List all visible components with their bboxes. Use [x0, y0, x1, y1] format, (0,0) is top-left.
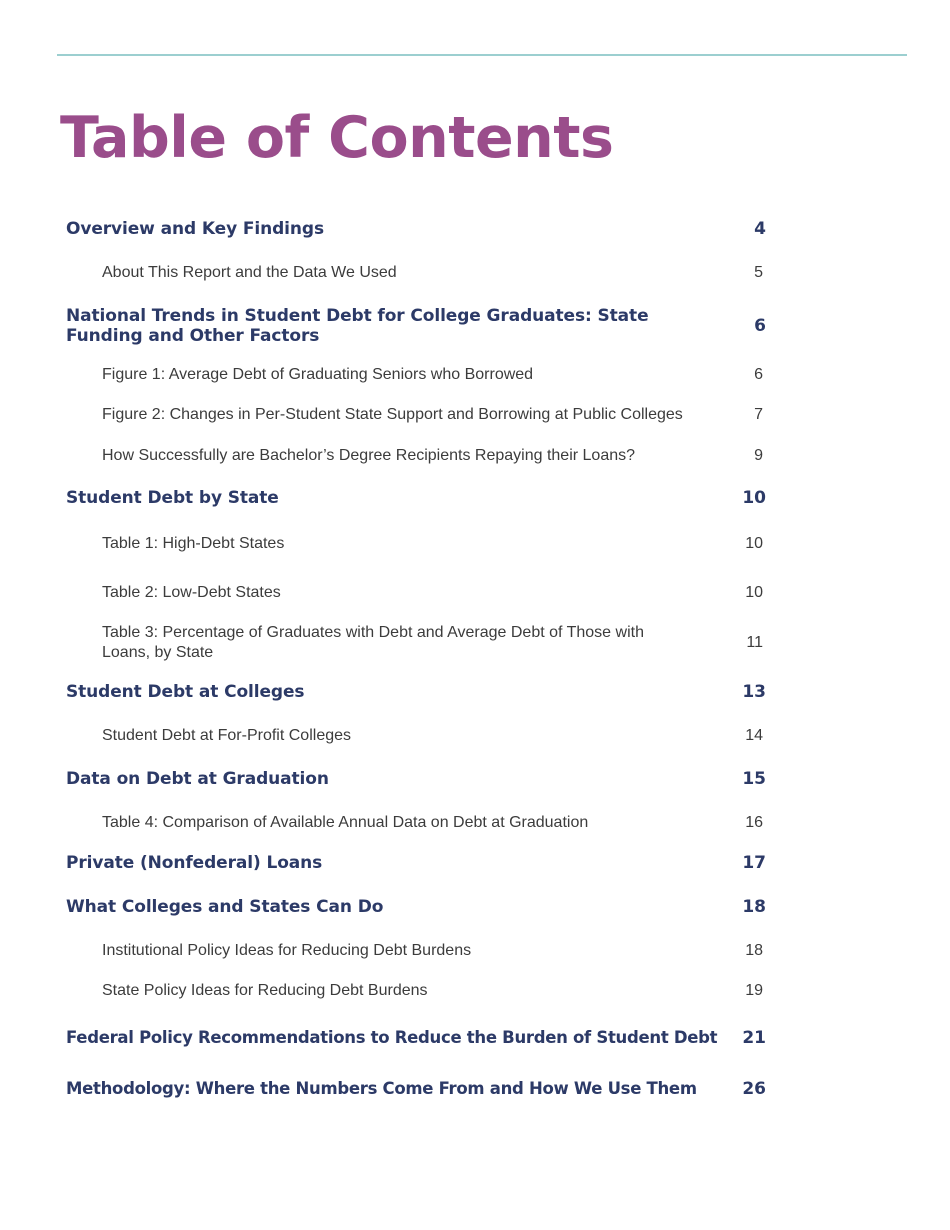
toc-entry-title: Private (Nonfederal) Loans — [66, 853, 323, 873]
toc-entry-title: Data on Debt at Graduation — [66, 769, 329, 789]
toc-subentry-page: 19 — [745, 982, 763, 999]
toc-entry-title: National Trends in Student Debt for College Graduates: State Funding and Other Factors — [66, 306, 649, 346]
toc-subentry-page: 6 — [754, 366, 763, 383]
page-title: Table of Contents — [60, 105, 614, 171]
toc-subentry-title: Figure 1: Average Debt of Graduating Seniors who Borrowed — [102, 366, 534, 383]
toc-entry[interactable] — [66, 1079, 766, 1099]
toc-entry-page: 18 — [742, 897, 766, 917]
top-rule — [57, 54, 907, 56]
toc-entry-page: 17 — [742, 853, 766, 873]
toc-entry[interactable] — [66, 769, 766, 789]
toc-subentry-title: Figure 2: Changes in Per-Student State Support and Borrowing at Public Colleges — [102, 406, 683, 423]
toc-subentry-title: Student Debt at For-Profit Colleges — [102, 727, 352, 744]
toc-subentry[interactable] — [66, 263, 766, 283]
toc-entry-page: 15 — [742, 769, 766, 789]
toc-subentry-title: State Policy Ideas for Reducing Debt Burdens — [102, 982, 428, 999]
toc-subentry[interactable] — [66, 941, 766, 961]
toc-subentry[interactable] — [66, 583, 766, 603]
toc-subentry-page: 9 — [754, 447, 763, 464]
toc-subentry-page: 7 — [754, 406, 763, 423]
toc-subentry-title: About This Report and the Data We Used — [102, 264, 397, 281]
toc-entry[interactable] — [66, 853, 766, 873]
toc-subentry[interactable] — [66, 813, 766, 833]
toc-subentry[interactable] — [66, 405, 766, 425]
toc-subentry-title: How Successfully are Bachelor’s Degree Recipients Repaying their Loans? — [102, 447, 636, 464]
toc-subentry-title: Table 1: High-Debt States — [102, 535, 285, 552]
toc-entry-title: Federal Policy Recommendations to Reduce the Burden of Student Debt — [66, 1028, 718, 1047]
toc-subentry-page: 10 — [745, 584, 763, 601]
toc-subentry-page: 5 — [754, 264, 763, 281]
toc-entry-page: 26 — [742, 1079, 766, 1099]
toc-entry[interactable] — [66, 306, 766, 346]
toc-entry[interactable] — [66, 682, 766, 702]
toc-subentry-page: 14 — [745, 727, 763, 744]
toc-subentry[interactable] — [66, 365, 766, 385]
toc-entry-title: Student Debt by State — [66, 488, 279, 508]
toc-subentry-title: Institutional Policy Ideas for Reducing Debt Burdens — [102, 942, 472, 959]
toc-entry-title: Student Debt at Colleges — [66, 682, 305, 702]
toc-entry[interactable] — [66, 1028, 766, 1048]
toc-subentry-page: 10 — [745, 535, 763, 552]
toc-subentry-title: Table 4: Comparison of Available Annual Data on Debt at Graduation — [102, 814, 589, 831]
toc-entry[interactable] — [66, 488, 766, 508]
toc-subentry[interactable] — [66, 726, 766, 746]
toc-entry-page: 21 — [742, 1028, 766, 1048]
toc-subentry[interactable] — [66, 623, 766, 663]
toc-entry-page: 10 — [742, 488, 766, 508]
toc-subentry-title: Table 2: Low-Debt States — [102, 584, 281, 601]
toc-entry-page: 4 — [754, 219, 766, 239]
toc-entry-title: Methodology: Where the Numbers Come From and How We Use Them — [66, 1079, 697, 1098]
toc-entry-page: 13 — [742, 682, 766, 702]
toc-entry[interactable] — [66, 219, 766, 239]
toc-entry-title: What Colleges and States Can Do — [66, 897, 384, 917]
toc-subentry[interactable] — [66, 981, 766, 1001]
toc-subentry[interactable] — [66, 446, 766, 466]
toc-subentry[interactable] — [66, 534, 766, 554]
toc-entry[interactable] — [66, 897, 766, 917]
toc-entry-page: 6 — [754, 316, 766, 336]
toc-subentry-page: 18 — [745, 942, 763, 959]
toc-entry-title: Overview and Key Findings — [66, 219, 325, 239]
toc-subentry-page: 16 — [745, 814, 763, 831]
toc-subentry-page: 11 — [746, 634, 763, 651]
toc-subentry-title: Table 3: Percentage of Graduates with Debt and Average Debt of Those with Loans, by State — [102, 624, 644, 661]
